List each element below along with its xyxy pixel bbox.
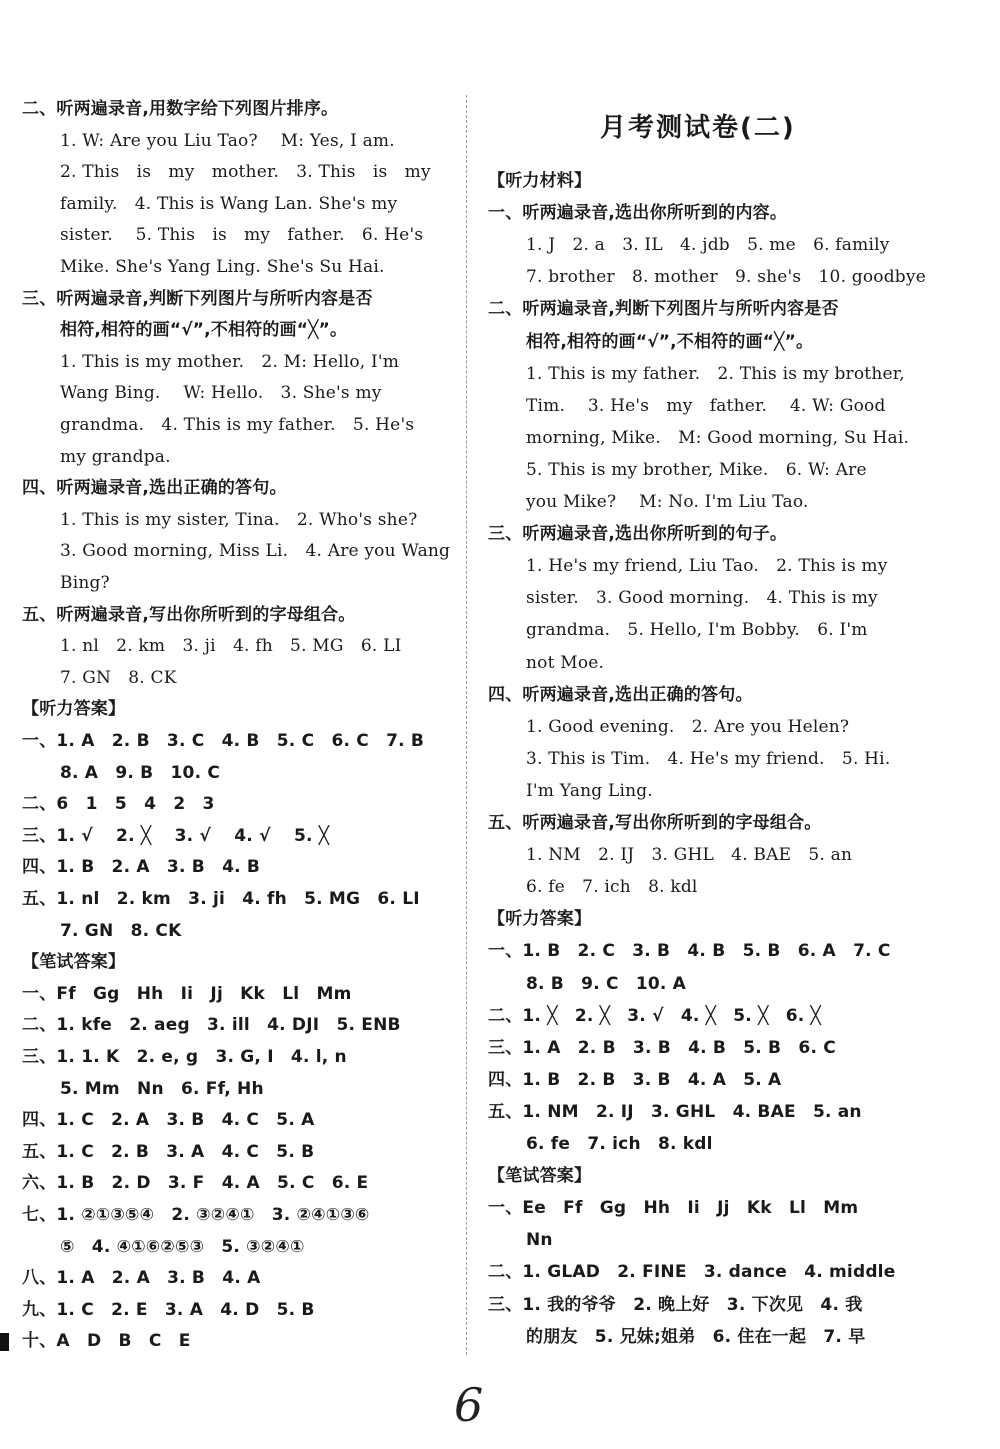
text-line: 1. He's my friend, Liu Tao. 2. This is my [526, 556, 888, 577]
text-line: family. 4. This is Wang Lan. She's my [60, 193, 398, 214]
text-line: you Mike? M: No. I'm Liu Tao. [526, 492, 809, 512]
text-line: 1. W: Are you Liu Tao? M: Yes, I am. [60, 130, 395, 151]
heading-line: 四、1. C 2. A 3. B 4. C 5. A [22, 1110, 315, 1131]
heading-line: 【笔试答案】 [488, 1166, 592, 1187]
text-line: 1. NM 2. IJ 3. GHL 4. BAE 5. an [526, 845, 853, 866]
text-line: sister. 3. Good morning. 4. This is my [526, 588, 878, 609]
corner-mark [0, 1333, 9, 1351]
heading-line: 相符,相符的画“√”,不相符的画“╳”。 [60, 320, 348, 341]
heading-line: 四、1. B 2. A 3. B 4. B [22, 857, 261, 878]
heading-line: 三、1. 1. K 2. e, g 3. G, I 4. l, n [22, 1047, 347, 1067]
heading-line: 九、1. C 2. E 3. A 4. D 5. B [22, 1299, 315, 1320]
heading-line: 的朋友 5. 兄妹;姐弟 6. 住在一起 7. 早 [526, 1326, 866, 1347]
heading-line: 五、1. nl 2. km 3. ji 4. fh 5. MG 6. LI [22, 889, 420, 909]
text-line: grandma. 4. This is my father. 5. He's [60, 415, 415, 435]
text-line: 1. J 2. a 3. IL 4. jdb 5. me 6. family [526, 235, 890, 256]
text-line: 3. Good morning, Miss Li. 4. Are you Wang [60, 541, 451, 562]
heading-line: 6. fe 7. ich 8. kdl [526, 1134, 713, 1154]
heading-line: 【听力材料】 [488, 171, 592, 191]
heading-line: 十、A D B C E [22, 1331, 191, 1352]
heading-line: 八、1. A 2. A 3. B 4. A [22, 1268, 261, 1289]
heading-line: 四、听两遍录音,选出正确的答句。 [22, 478, 287, 499]
heading-line: 8. A 9. B 10. C [60, 762, 221, 783]
heading-line: ⑤ 4. ④①⑥②⑤③ 5. ③②④① [60, 1236, 305, 1257]
heading-line: 二、6 1 5 4 2 3 [22, 794, 215, 815]
heading-line: 二、1. kfe 2. aeg 3. ill 4. DJI 5. ENB [22, 1015, 401, 1036]
heading-line: Nn [526, 1230, 553, 1251]
heading-line: 【听力答案】 [22, 699, 126, 720]
text-line: not Moe. [526, 652, 605, 673]
heading-line: 七、1. ②①③⑤④ 2. ③②④① 3. ②④①③⑥ [22, 1205, 370, 1225]
heading-line: 四、听两遍录音,选出正确的答句。 [488, 684, 753, 705]
page-title: 月考测试卷(二) [600, 113, 796, 143]
heading-line: 四、1. B 2. B 3. B 4. A 5. A [488, 1069, 782, 1090]
text-line: 1. Good evening. 2. Are you Helen? [526, 716, 850, 737]
heading-line: 五、1. NM 2. IJ 3. GHL 4. BAE 5. an [488, 1101, 862, 1122]
text-line: grandma. 5. Hello, I'm Bobby. 6. I'm [526, 620, 868, 641]
heading-line: 一、1. B 2. C 3. B 4. B 5. B 6. A 7. C [488, 941, 891, 962]
text-line: 1. This is my sister, Tina. 2. Who's she? [60, 509, 418, 530]
text-line: 1. This is my father. 2. This is my brother, [526, 363, 905, 384]
text-line: I'm Yang Ling. [526, 780, 653, 801]
heading-line: 五、听两遍录音,写出你所听到的字母组合。 [22, 604, 356, 625]
heading-line: 三、1. √ 2. ╳ 3. √ 4. √ 5. ╳ [22, 825, 330, 846]
text-line: sister. 5. This is my father. 6. He's [60, 225, 424, 246]
heading-line: 一、Ee Ff Gg Hh Ii Jj Kk Ll Mm [488, 1198, 859, 1219]
heading-line: 【笔试答案】 [22, 952, 126, 973]
column-divider [466, 95, 467, 1355]
heading-line: 三、听两遍录音,判断下列图片与所听内容是否 [22, 288, 373, 309]
text-line: 7. GN 8. CK [60, 667, 177, 688]
text-line: Wang Bing. W: Hello. 3. She's my [60, 383, 382, 404]
heading-line: 【听力答案】 [488, 909, 592, 930]
heading-line: 7. GN 8. CK [60, 920, 182, 941]
heading-line: 六、1. B 2. D 3. F 4. A 5. C 6. E [22, 1173, 369, 1194]
text-line: Bing? [60, 573, 110, 593]
page-number: 6 [454, 1378, 484, 1432]
heading-line: 一、听两遍录音,选出你所听到的内容。 [488, 203, 788, 224]
heading-line: 8. B 9. C 10. A [526, 973, 687, 994]
heading-line: 二、1. GLAD 2. FINE 3. dance 4. middle [488, 1262, 896, 1283]
heading-line: 五、听两遍录音,写出你所听到的字母组合。 [488, 813, 822, 833]
heading-line: 三、1. 我的爷爷 2. 晚上好 3. 下次见 4. 我 [488, 1294, 863, 1315]
heading-line: 三、1. A 2. B 3. B 4. B 5. B 6. C [488, 1037, 836, 1058]
heading-line: 二、听两遍录音,判断下列图片与所听内容是否 [488, 299, 839, 320]
text-line: 6. fe 7. ich 8. kdl [526, 877, 698, 898]
text-line: morning, Mike. M: Good morning, Su Hai. [526, 427, 910, 448]
text-line: 3. This is Tim. 4. He's my friend. 5. Hi. [526, 748, 891, 769]
text-line: my grandpa. [60, 446, 171, 467]
heading-line: 五、1. C 2. B 3. A 4. C 5. B [22, 1141, 315, 1162]
heading-line: 二、1. ╳ 2. ╳ 3. √ 4. ╳ 5. ╳ 6. ╳ [488, 1005, 821, 1026]
heading-line: 一、Ff Gg Hh Ii Jj Kk Ll Mm [22, 983, 352, 1004]
heading-line: 5. Mm Nn 6. Ff, Hh [60, 1078, 264, 1099]
heading-line: 二、听两遍录音,用数字给下列图片排序。 [22, 99, 339, 119]
heading-line: 一、1. A 2. B 3. C 4. B 5. C 6. C 7. B [22, 731, 425, 751]
text-line: 1. nl 2. km 3. ji 4. fh 5. MG 6. LI [60, 636, 402, 657]
text-line: 2. This is my mother. 3. This is my [60, 162, 431, 183]
text-line: Mike. She's Yang Ling. She's Su Hai. [60, 257, 385, 277]
heading-line: 三、听两遍录音,选出你所听到的句子。 [488, 524, 788, 545]
text-line: 1. This is my mother. 2. M: Hello, I'm [60, 351, 400, 372]
heading-line: 相符,相符的画“√”,不相符的画“╳”。 [526, 331, 814, 352]
text-line: 5. This is my brother, Mike. 6. W: Are [526, 459, 867, 480]
text-line: 7. brother 8. mother 9. she's 10. goodbye [526, 267, 926, 288]
text-line: Tim. 3. He's my father. 4. W: Good [526, 395, 886, 416]
